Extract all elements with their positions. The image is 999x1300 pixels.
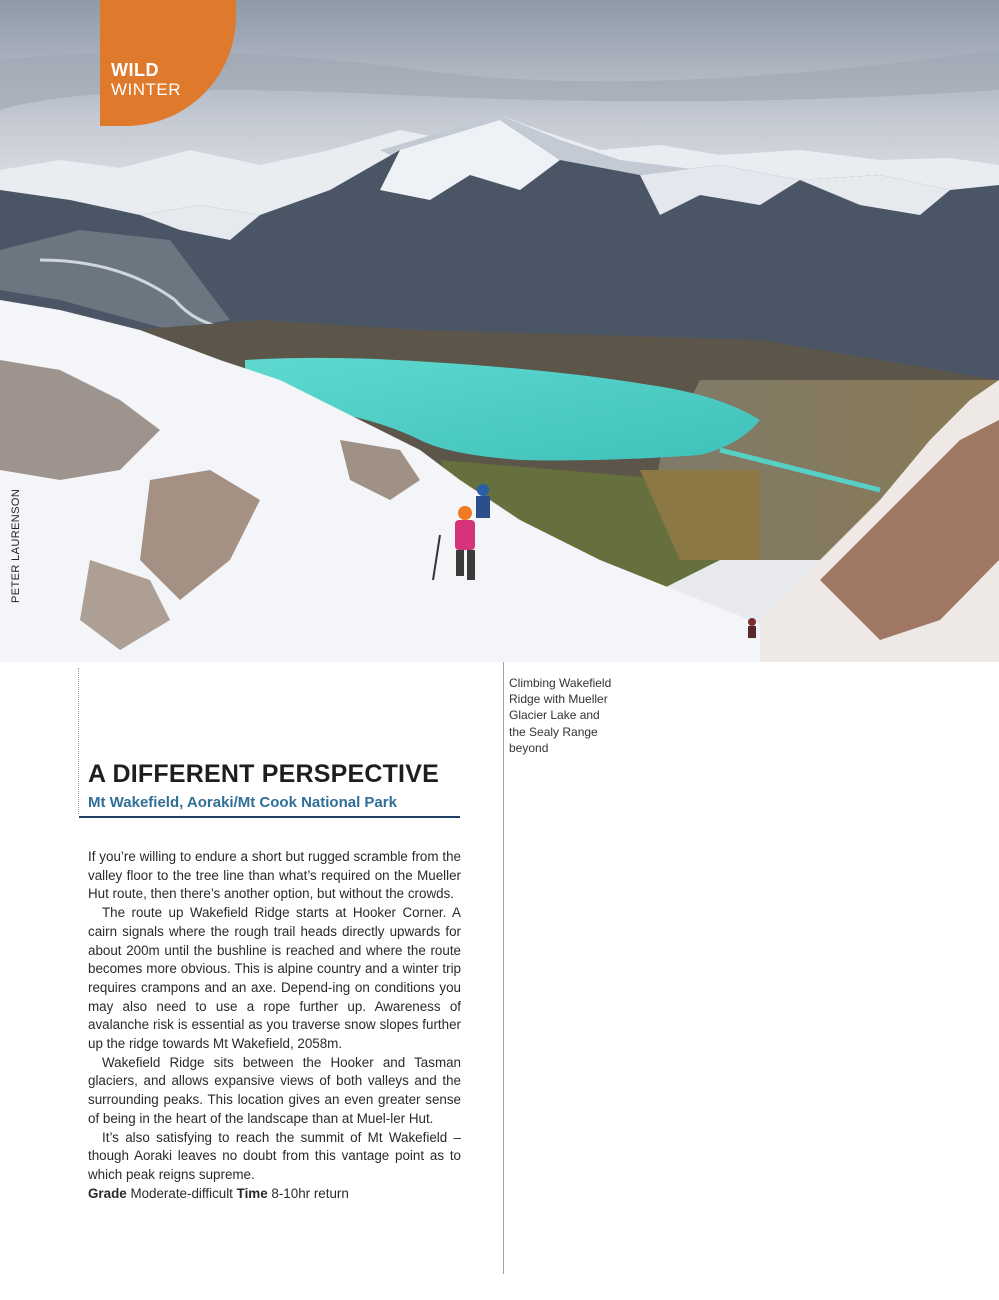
grade-line bbox=[88, 1185, 461, 1204]
section-label-wild: WILD bbox=[111, 60, 159, 80]
left-dotted-rule bbox=[78, 668, 79, 814]
grade-value: Moderate-difficult bbox=[130, 1185, 233, 1201]
paragraph-1: If you’re willing to endure a short but rugged scramble from the valley floor to the tree line than what’s required on the Mueller Hut route, then there’s another option, but without the crowds. bbox=[88, 849, 461, 902]
article-subtitle: Mt Wakefield, Aoraki/Mt Cook National Park bbox=[88, 794, 397, 811]
time-value: 8-10hr return bbox=[271, 1185, 349, 1201]
paragraph-3: Wakefield Ridge sits between the Hooker and Tasman glaciers, and allows expansive views of both valleys and the surrounding peaks. This location gives an even greater sense of being in the heart of the landscape than at Muel-ler Hut. bbox=[88, 1054, 461, 1126]
photo-caption: Climbing Wakefield Ridge with Mueller Glacier Lake and the Sealy Range beyond bbox=[509, 676, 612, 755]
time-label: Time bbox=[236, 1185, 268, 1201]
article-body bbox=[88, 848, 461, 1203]
section-label-winter: WINTER bbox=[111, 80, 182, 99]
title-underline bbox=[79, 816, 460, 818]
grade-label: Grade bbox=[88, 1185, 127, 1201]
section-label bbox=[111, 60, 181, 100]
article-title: A DIFFERENT PERSPECTIVE bbox=[88, 760, 439, 788]
column-divider bbox=[503, 662, 504, 1274]
photo-credit: PETER LAURENSON bbox=[10, 488, 22, 603]
paragraph-2: The route up Wakefield Ridge starts at Hooker Corner. A cairn signals where the rough trail heads directly upwards for about 200m until the bushline is reached and where the route becomes more obvious. This is alpine country and a winter trip requires crampons and an axe. Depend-ing on conditions you may also need to use a rope further up. Awareness of avalanche risk is essential as you traverse snow slopes further up the ridge towards Mt Wakefield, 2058m. bbox=[88, 905, 461, 1052]
paragraph-4: It’s also satisfying to reach the summit of Mt Wakefield – though Aoraki leaves no doubt from this vantage point as to which peak reigns supreme. bbox=[88, 1129, 461, 1182]
